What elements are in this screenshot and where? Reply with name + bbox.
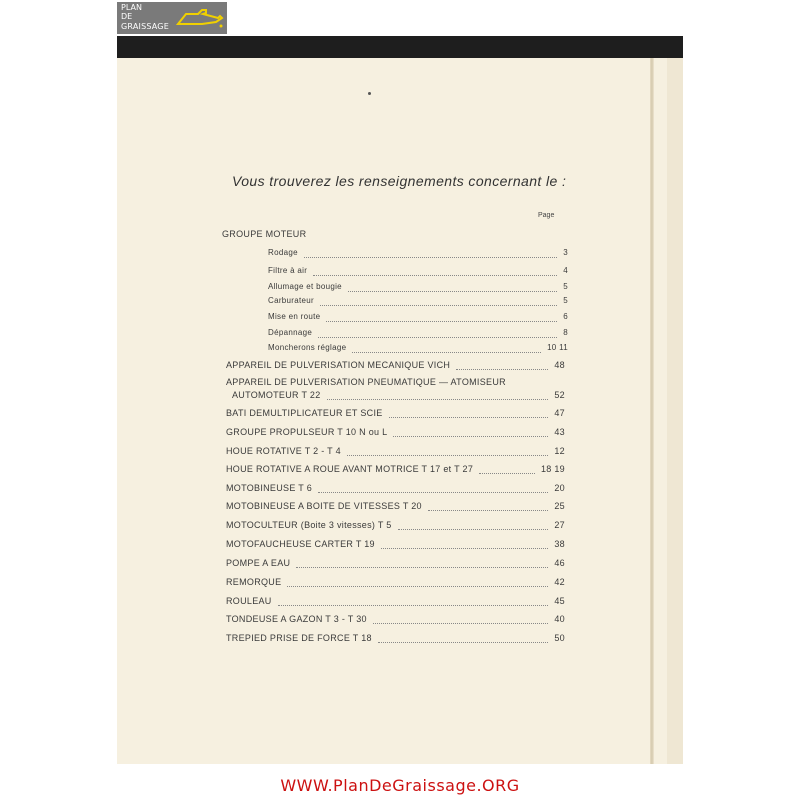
toc-entry-label: Rodage — [268, 248, 298, 257]
toc-entry-page: 48 — [554, 360, 565, 370]
toc-leader-dots — [287, 577, 548, 587]
toc-entry-label: MOTOFAUCHEUSE CARTER T 19 — [226, 539, 375, 549]
toc-leader-dots — [296, 558, 548, 568]
oil-can-icon — [172, 6, 224, 30]
toc-entry — [226, 501, 565, 513]
toc-leader-dots — [389, 408, 548, 418]
toc-entry-page: 8 — [563, 328, 568, 337]
toc-entry-page: 6 — [563, 312, 568, 321]
toc-sub-entry — [268, 296, 568, 308]
toc-entry-label: TONDEUSE A GAZON T 3 - T 30 — [226, 614, 367, 624]
toc-entry-label: Mise en route — [268, 312, 321, 321]
toc-sub-entry — [268, 312, 568, 324]
toc-sub-entry — [268, 282, 568, 294]
toc-entry-page: 52 — [554, 390, 565, 400]
toc-sub-entry — [268, 328, 568, 340]
toc-leader-dots — [313, 266, 557, 276]
toc-entry-label: HOUE ROTATIVE T 2 - T 4 — [226, 446, 341, 456]
logo-line-3: GRAISSAGE — [121, 22, 169, 31]
toc-sub-entry — [268, 248, 568, 260]
toc-entry — [226, 633, 565, 645]
toc-entry-label: APPAREIL DE PULVERISATION PNEUMATIQUE — ATOMISEUR — [226, 377, 506, 387]
toc-leader-dots — [327, 390, 548, 400]
toc-entry-page: 47 — [554, 408, 565, 418]
toc-leader-dots — [304, 248, 557, 258]
toc-entry-label: TREPIED PRISE DE FORCE T 18 — [226, 633, 372, 643]
toc-entry-label: HOUE ROTATIVE A ROUE AVANT MOTRICE T 17 et T 27 — [226, 464, 474, 474]
toc-entry — [232, 390, 565, 402]
toc-entry-page: 43 — [554, 427, 565, 437]
toc-leader-dots — [348, 282, 557, 292]
toc-entry — [226, 558, 565, 570]
toc-entry — [226, 464, 565, 476]
toc-entry-page: 3 — [563, 248, 568, 257]
toc-entry-page: 10 11 — [547, 343, 568, 352]
toc-entry — [226, 596, 565, 608]
toc-entry-page: 42 — [554, 577, 565, 587]
toc-leader-dots — [428, 501, 548, 511]
toc-leader-dots — [393, 427, 548, 437]
toc-leader-dots — [318, 483, 548, 493]
toc-entry-page: 40 — [554, 614, 565, 624]
toc-entry-label: MOTOCULTEUR (Boite 3 vitesses) T 5 — [226, 520, 392, 530]
toc-entry-label: ROULEAU — [226, 596, 272, 606]
toc-sub-entry — [268, 343, 568, 355]
page-mark — [368, 92, 371, 95]
logo-line-2: DE — [121, 12, 133, 21]
toc-entry-page: 18 19 — [540, 464, 565, 474]
toc-entry-label: GROUPE PROPULSEUR T 10 N ou L — [226, 427, 388, 437]
toc-entry-page: 38 — [554, 539, 565, 549]
toc-leader-dots — [318, 328, 557, 338]
toc-leader-dots — [326, 312, 557, 322]
toc-entry-label: Filtre à air — [268, 266, 308, 275]
toc-entry-label: APPAREIL DE PULVERISATION MECANIQUE VICH — [226, 360, 451, 370]
toc-leader-dots — [278, 596, 548, 606]
toc-entry — [226, 614, 565, 626]
toc-entry-page: 4 — [563, 266, 568, 275]
toc-leader-dots — [352, 343, 541, 353]
logo-line-1: PLAN — [121, 3, 142, 12]
toc-entry — [226, 539, 565, 551]
page-fold — [650, 58, 654, 764]
toc-entry — [226, 408, 565, 420]
toc-entry-label: Carburateur — [268, 296, 314, 305]
toc-entry-label: Dépannage — [268, 328, 313, 337]
toc-leader-dots — [398, 520, 548, 530]
toc-entry-page: 27 — [554, 520, 565, 530]
toc-entry — [226, 446, 565, 458]
toc-leader-dots — [320, 296, 557, 306]
toc-entry — [226, 577, 565, 589]
page-heading: Vous trouverez les renseignements concernant le : — [232, 173, 567, 189]
toc-entry-page: 5 — [563, 296, 568, 305]
toc-entry-label: Allumage et bougie — [268, 282, 342, 291]
toc-entry-label: Moncherons réglage — [268, 343, 347, 352]
scan-top-edge — [117, 36, 683, 58]
toc-leader-dots — [479, 464, 535, 474]
toc-entry-page: 25 — [554, 501, 565, 511]
toc-entry-page: 46 — [554, 558, 565, 568]
adjacent-page-edge — [667, 58, 683, 764]
toc-entry — [226, 360, 565, 372]
toc-leader-dots — [456, 360, 548, 370]
toc-entry-label: MOTOBINEUSE A BOITE DE VITESSES T 20 — [226, 501, 422, 511]
toc-entry-page: 5 — [563, 282, 568, 291]
toc-leader-dots — [347, 446, 548, 456]
toc-entry-page: 12 — [554, 446, 565, 456]
toc-entry — [226, 483, 565, 495]
site-url: WWW.PlanDeGraissage.ORG — [280, 776, 520, 795]
toc-entry-page: 45 — [554, 596, 565, 606]
toc-section-label: GROUPE MOTEUR — [222, 229, 307, 239]
toc-entry-label: POMPE A EAU — [226, 558, 291, 568]
toc-leader-dots — [373, 614, 548, 624]
toc-leader-dots — [378, 633, 548, 643]
toc-entry-label: MOTOBINEUSE T 6 — [226, 483, 313, 493]
site-logo — [117, 2, 227, 34]
toc-entry — [226, 427, 565, 439]
toc-entry-label: AUTOMOTEUR T 22 — [232, 390, 321, 400]
toc-entry-page: 20 — [554, 483, 565, 493]
toc-sub-entry — [268, 266, 568, 278]
toc-entry — [226, 520, 565, 532]
toc-leader-dots — [381, 539, 548, 549]
page-column-label: Page — [538, 212, 555, 219]
toc-entry-label: REMORQUE — [226, 577, 282, 587]
toc-entry — [226, 377, 565, 389]
toc-entry-label: BATI DEMULTIPLICATEUR ET SCIE — [226, 408, 383, 418]
toc-entry-page: 50 — [554, 633, 565, 643]
